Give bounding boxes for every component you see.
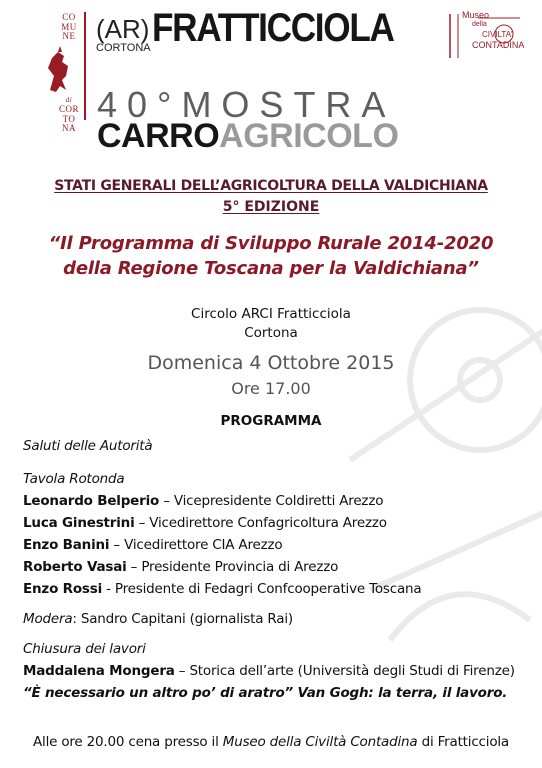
museum-name: Museo della Civiltà Contadina — [222, 734, 418, 750]
dinner-note-post: di Fratticciola — [417, 734, 510, 750]
museo-logo-text: Museo della CIVILTA' CONTADINA — [462, 10, 525, 50]
speaker-name: Enzo Rossi — [23, 581, 103, 597]
modera-value: : Sandro Capitani (giornalista Rai) — [72, 611, 293, 627]
speaker-row — [23, 515, 387, 531]
speaker-row — [23, 581, 421, 597]
closing-speaker-name: Maddalena Mongera — [23, 663, 175, 679]
event-title-line-2: della Regione Toscana per la Valdichiana” — [63, 258, 479, 279]
comune-di-cortona-text: CO MU NE di COR TO NA — [58, 12, 79, 133]
speaker-name: Leonardo Belperio — [23, 493, 160, 509]
event-title — [0, 231, 542, 281]
left-red-rule — [84, 12, 86, 120]
closing-speaker-role: Storica dell’arte (Università degli Studi di Firenze) — [189, 663, 515, 679]
carro-agricolo-heading — [97, 117, 398, 156]
closing-sep: – — [174, 663, 190, 679]
speaker-name: Enzo Banini — [23, 537, 110, 553]
speaker-name: Roberto Vasai — [23, 559, 127, 575]
speaker-sep: – — [109, 537, 125, 553]
cortona-lion-crest-icon — [40, 46, 76, 96]
speaker-row — [23, 537, 282, 553]
date-text: Domenica 4 Ottobre 2015 — [147, 352, 395, 374]
chiusura-item: Chiusura dei lavori — [23, 641, 146, 657]
time-text: Ore 17.00 — [231, 379, 311, 398]
mostra-heading: 40°MOSTRA — [97, 84, 396, 125]
saluti-item: Saluti delle Autorità — [23, 438, 153, 454]
programma-heading: PROGRAMMA — [220, 413, 322, 429]
speaker-role: Presidente di Fedagri Confcooperative Toscana — [114, 581, 422, 597]
closing-speaker-row — [23, 663, 515, 679]
speaker-sep: – — [134, 515, 150, 531]
stati-generali-heading: STATI GENERALI DELL’AGRICOLTURA DELLA VALDICHIANA — [54, 178, 488, 194]
tavola-rotonda-item: Tavola Rotonda — [23, 471, 125, 487]
speaker-sep: - — [102, 581, 115, 597]
fratticciola-title: FRATTICCIOLA — [152, 6, 394, 50]
moderator-row — [23, 611, 293, 627]
speaker-row — [23, 559, 338, 575]
speaker-sep: – — [126, 559, 142, 575]
speaker-role: Vicedirettore CIA Arezzo — [124, 537, 283, 553]
dinner-note — [0, 734, 542, 750]
speaker-row — [23, 493, 383, 509]
speaker-sep: – — [159, 493, 174, 509]
agricolo-word: AGRICOLO — [219, 117, 399, 155]
speaker-role: Vicedirettore Confagricoltura Arezzo — [149, 515, 387, 531]
cortona-subtitle: CORTONA — [96, 42, 151, 54]
speaker-role: Vicepresidente Coldiretti Arezzo — [173, 493, 384, 509]
speaker-role: Presidente Provincia di Arezzo — [141, 559, 339, 575]
dinner-note-pre: Alle ore 20.00 cena presso il — [32, 734, 223, 750]
venue-line-2: Cortona — [244, 325, 298, 341]
venue — [0, 305, 542, 343]
event-title-line-1: “Il Programma di Sviluppo Rurale 2014-2020 — [48, 233, 494, 254]
carro-word: CARRO — [97, 117, 220, 155]
edizione-label: 5° EDIZIONE — [222, 199, 320, 215]
speaker-name: Luca Ginestrini — [23, 515, 135, 531]
modera-label: Modera — [23, 611, 73, 627]
event-date — [0, 350, 542, 402]
province-code: (AR) — [96, 14, 150, 44]
venue-line-1: Circolo ARCI Fratticciola — [191, 306, 351, 322]
closing-quote: “È necessario un altro po’ di aratro” Van Gogh: la terra, il lavoro. — [23, 685, 508, 701]
